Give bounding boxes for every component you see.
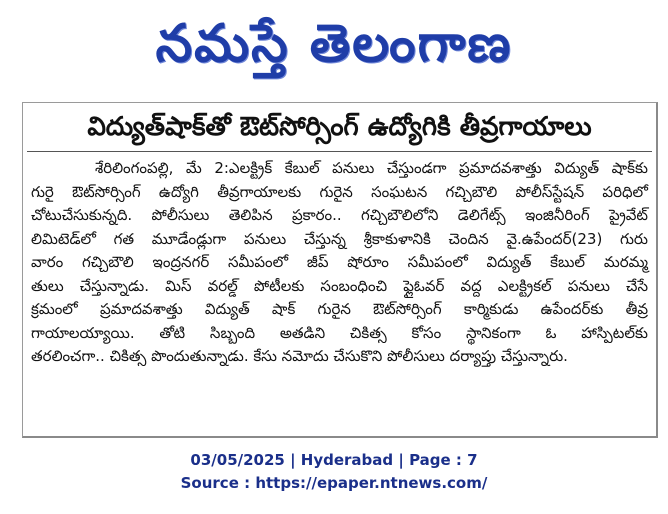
headline-divider <box>27 151 652 152</box>
article-body <box>31 157 648 369</box>
article-headline: విద్యుత్‌షాక్‌తో ఔట్‌సోర్సింగ్‌ ఉద్యోగికి తీవ్రగాయాలు <box>87 112 592 142</box>
article-line: శేరిలింగంపల్లి, మే 2:ఎలక్ట్రిక్‌ కేబుల్‌ పనులు చేస్తుండగా ప్రమాదవశాత్తు విద్యుత్‌ షాక్‌కు <box>95 159 648 177</box>
article-clipping <box>22 102 658 438</box>
article-line: లిమిటెడ్‌లో గత మూడేండ్లుగా పనులు చేస్తున్న శ్రీకాకుళానికి చెందిన వై.ఉపేందర్‌(23) గురు <box>31 229 648 248</box>
newspaper-masthead: నమస్తే తెలంగాణ <box>155 14 513 74</box>
article-line: క్రమంలో ప్రమాదవశాత్తు విద్యుత్‌ షాక్‌ గురైన ఔట్‌సోర్సింగ్‌ కార్మికుడు ఉపేందర్‌కు తీవ్ర <box>31 300 648 318</box>
article-line: తరలించగా.. చికిత్స పొందుతున్నాడు. కేసు నమోదు చేసుకొని పోలీసులు దర్యాప్తు చేస్తున్నారు. <box>31 347 568 365</box>
source-link[interactable]: Source : https://epaper.ntnews.com/ <box>180 474 488 492</box>
article-line: చోటుచేసుకున్నది. పోలీసులు తెలిపిన ప్రకారం.. గచ్చిబౌలిలోని డెలిగేట్స్‌ ఇంజినీరింగ్‌ ప్రైవేట్‌ <box>31 206 648 224</box>
publication-info: 03/05/2025 | Hyderabad | Page : 7 <box>190 451 478 469</box>
article-line: గురై ఔట్‌సోర్సింగ్‌ ఉద్యోగి తీవ్రగాయాలకు గురైన సంఘటన గచ్చిబౌలి పోలీస్‌స్టేషన్‌ పరిధిలో <box>31 182 648 201</box>
article-line: వారం గచ్చిబౌలి ఇంద్రనగర్‌ సమీపంలో జీప్‌ షోరూం సమీపంలో విద్యుత్‌ కేబుల్‌ మరమ్మ <box>31 253 648 271</box>
article-line: తులు చేస్తున్నాడు. మిస్‌ వరల్డ్‌ పోటీలకు సంబంధించి ఫ్లైఓవర్‌ వద్ద ఎలక్ట్రికల్‌ పనులు చేసే <box>31 276 648 295</box>
article-line: గాయాలయ్యాయి. తోటి సిబ్బంది అతడిని చికిత్స కోసం స్థానికంగా ఓ హాస్పిటల్‌కు <box>31 323 648 342</box>
